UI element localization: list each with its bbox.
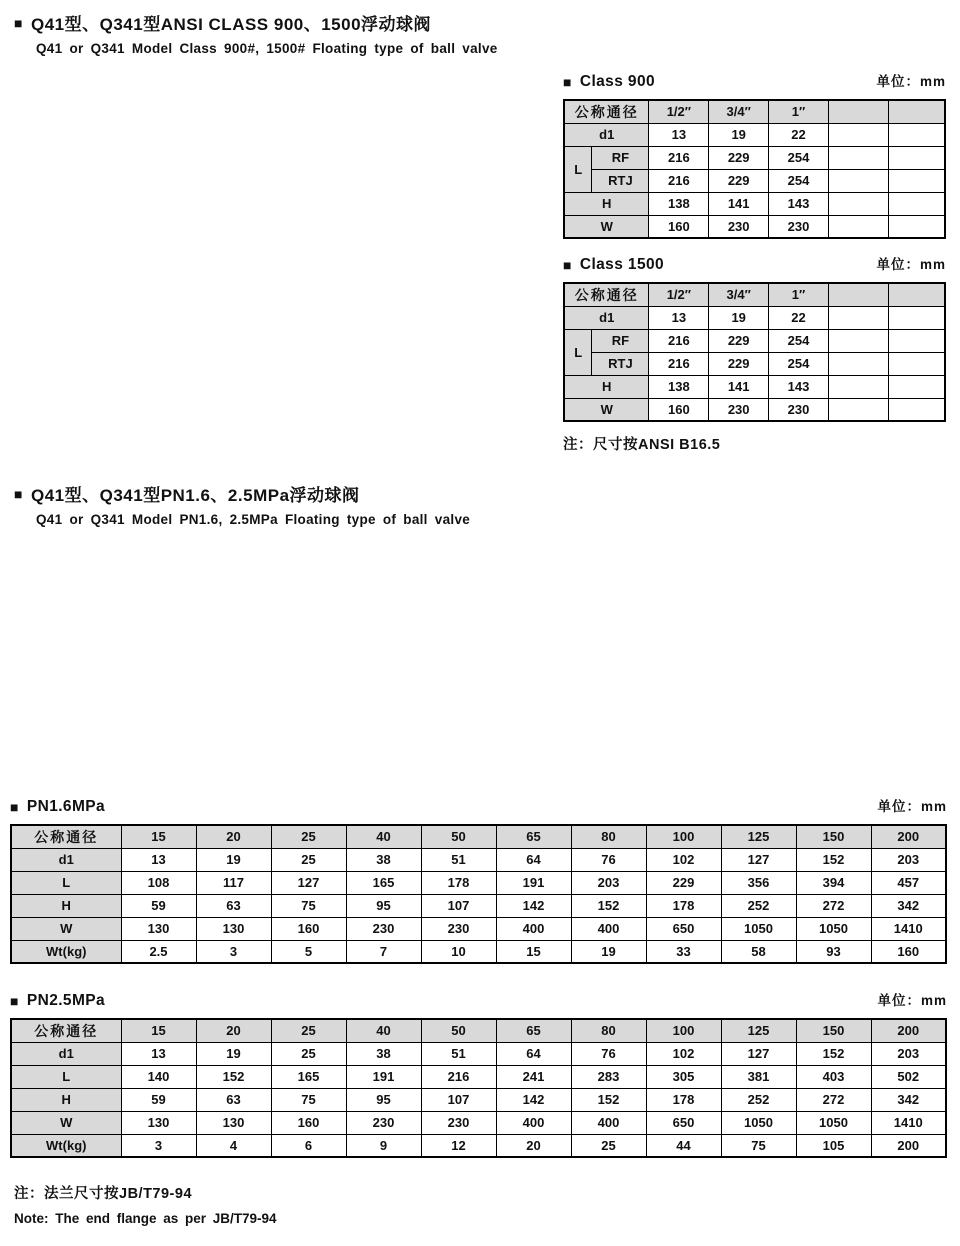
table-cell: 64: [496, 1042, 571, 1065]
column-header: 15: [121, 825, 196, 848]
row-group-label: L: [564, 146, 592, 192]
row-label: L: [11, 871, 121, 894]
table-cell: 216: [649, 146, 709, 169]
table-cell: 152: [796, 1042, 871, 1065]
ansi-tables-column: [563, 72, 946, 454]
class-1500-table: [563, 282, 946, 422]
class-1500-caption: [563, 255, 946, 275]
ansi-section-title-cn: Q41型、Q341型ANSI CLASS 900、1500浮动球阀: [30, 15, 432, 34]
table-cell: 160: [271, 917, 346, 940]
row-label: Wt(kg): [11, 1134, 121, 1157]
table-cell: 19: [571, 940, 646, 963]
table-cell: 58: [721, 940, 796, 963]
pn25-table: [10, 1018, 947, 1158]
table-cell: 230: [709, 398, 769, 421]
table-cell: 400: [496, 917, 571, 940]
table-cell: 9: [346, 1134, 421, 1157]
table-cell: 272: [796, 1088, 871, 1111]
table-cell: [828, 169, 888, 192]
column-header: 1/2″: [649, 283, 709, 306]
column-header: 40: [346, 825, 421, 848]
table-cell: 13: [121, 1042, 196, 1065]
column-header: 20: [196, 1019, 271, 1042]
table-cell: 178: [646, 894, 721, 917]
column-header: 100: [646, 825, 721, 848]
column-header: 40: [346, 1019, 421, 1042]
row-label: L: [11, 1065, 121, 1088]
table-cell: 117: [196, 871, 271, 894]
table-cell: 63: [196, 1088, 271, 1111]
table-cell: 229: [709, 329, 769, 352]
column-header: 50: [421, 825, 496, 848]
table-cell: 13: [121, 848, 196, 871]
table-cell: [828, 329, 888, 352]
ansi-note: 注：尺寸按ANSI B16.5: [563, 437, 721, 453]
table-cell: 229: [709, 169, 769, 192]
table-cell: 241: [496, 1065, 571, 1088]
section-heading-ansi: [14, 10, 498, 56]
bullet-square-icon: ■: [563, 257, 572, 273]
table-cell: 650: [646, 1111, 721, 1134]
pn-section-title-en: Q41 or Q341 Model PN1.6, 2.5MPa Floating type of ball valve: [36, 512, 471, 527]
table-cell: 252: [721, 894, 796, 917]
row-label: RTJ: [592, 169, 649, 192]
table-cell: 75: [271, 894, 346, 917]
table-cell: 381: [721, 1065, 796, 1088]
table-cell: 127: [271, 871, 346, 894]
column-header: 80: [571, 1019, 646, 1042]
table-cell: [828, 192, 888, 215]
table-corner-label: 公称通径: [11, 1019, 121, 1042]
column-header: 80: [571, 825, 646, 848]
table-cell: 38: [346, 1042, 421, 1065]
table-cell: 20: [496, 1134, 571, 1157]
table-cell: 229: [646, 871, 721, 894]
table-cell: 230: [346, 917, 421, 940]
table-cell: 252: [721, 1088, 796, 1111]
row-label: W: [11, 1111, 121, 1134]
table-cell: 127: [721, 1042, 796, 1065]
bottom-notes: [14, 1182, 277, 1226]
table-cell: 1050: [721, 1111, 796, 1134]
table-cell: 75: [271, 1088, 346, 1111]
table-cell: 130: [196, 917, 271, 940]
column-header: [828, 100, 888, 123]
column-header: [888, 100, 945, 123]
table-cell: 152: [196, 1065, 271, 1088]
column-header: 3/4″: [709, 283, 769, 306]
table-corner-label: 公称通径: [564, 100, 649, 123]
pn16-title: PN1.6MPa: [26, 798, 106, 815]
ansi-section-title-en: Q41 or Q341 Model Class 900#, 1500# Floating type of ball valve: [36, 41, 498, 56]
table-cell: [828, 146, 888, 169]
table-cell: 229: [709, 146, 769, 169]
table-cell: [888, 375, 945, 398]
table-cell: 1410: [871, 917, 946, 940]
table-cell: [828, 215, 888, 238]
pn25-caption: [10, 991, 947, 1011]
pn25-unit-label: 单位：mm: [877, 993, 947, 1008]
table-cell: 130: [196, 1111, 271, 1134]
column-header: 50: [421, 1019, 496, 1042]
column-header: 1″: [769, 283, 829, 306]
table-cell: 403: [796, 1065, 871, 1088]
table-cell: 203: [571, 871, 646, 894]
column-header: 65: [496, 1019, 571, 1042]
table-cell: 160: [649, 215, 709, 238]
table-cell: 203: [871, 848, 946, 871]
table-cell: 272: [796, 894, 871, 917]
table-cell: 12: [421, 1134, 496, 1157]
row-label: Wt(kg): [11, 940, 121, 963]
table-cell: 305: [646, 1065, 721, 1088]
column-header: [888, 283, 945, 306]
row-label: W: [11, 917, 121, 940]
table-cell: 107: [421, 894, 496, 917]
table-cell: 216: [421, 1065, 496, 1088]
table-cell: 107: [421, 1088, 496, 1111]
row-label: RF: [592, 329, 649, 352]
table-cell: 108: [121, 871, 196, 894]
column-header: 200: [871, 1019, 946, 1042]
table-cell: 93: [796, 940, 871, 963]
row-label: RTJ: [592, 352, 649, 375]
table-cell: 76: [571, 848, 646, 871]
table-cell: 191: [496, 871, 571, 894]
table-cell: 15: [496, 940, 571, 963]
table-cell: 51: [421, 848, 496, 871]
table-cell: 63: [196, 894, 271, 917]
table-cell: 51: [421, 1042, 496, 1065]
table-cell: 3: [121, 1134, 196, 1157]
table-cell: 19: [709, 306, 769, 329]
table-cell: 102: [646, 848, 721, 871]
table-cell: [888, 146, 945, 169]
table-cell: 200: [871, 1134, 946, 1157]
table-cell: 105: [796, 1134, 871, 1157]
table-cell: 216: [649, 169, 709, 192]
column-header: 25: [271, 825, 346, 848]
table-cell: 650: [646, 917, 721, 940]
table-cell: 25: [271, 848, 346, 871]
table-cell: 142: [496, 1088, 571, 1111]
row-label: H: [11, 1088, 121, 1111]
pn25-section: [10, 991, 947, 1158]
table-cell: 254: [769, 146, 829, 169]
table-cell: 22: [769, 306, 829, 329]
column-header: 125: [721, 1019, 796, 1042]
table-corner-label: 公称通径: [564, 283, 649, 306]
table-cell: 1050: [796, 1111, 871, 1134]
row-label: d1: [564, 123, 649, 146]
table-cell: [828, 306, 888, 329]
table-cell: 19: [196, 848, 271, 871]
table-cell: 230: [421, 1111, 496, 1134]
table-cell: 19: [709, 123, 769, 146]
table-cell: 130: [121, 1111, 196, 1134]
table-cell: 95: [346, 894, 421, 917]
table-cell: 342: [871, 1088, 946, 1111]
bullet-square-icon: ■: [10, 993, 19, 1009]
table-cell: 102: [646, 1042, 721, 1065]
table-cell: 6: [271, 1134, 346, 1157]
class-900-table: [563, 99, 946, 239]
table-cell: [888, 123, 945, 146]
table-cell: 165: [271, 1065, 346, 1088]
table-cell: 229: [709, 352, 769, 375]
row-label: RF: [592, 146, 649, 169]
table-cell: 1050: [796, 917, 871, 940]
table-cell: 143: [769, 192, 829, 215]
table-cell: 38: [346, 848, 421, 871]
table-cell: [888, 169, 945, 192]
pn16-caption: [10, 797, 947, 817]
row-label: W: [564, 398, 649, 421]
column-header: 1/2″: [649, 100, 709, 123]
row-label: W: [564, 215, 649, 238]
table-cell: 216: [649, 352, 709, 375]
row-group-label: L: [564, 329, 592, 375]
table-cell: 342: [871, 894, 946, 917]
table-cell: 138: [649, 375, 709, 398]
table-cell: 59: [121, 894, 196, 917]
table-cell: [828, 398, 888, 421]
table-cell: 216: [649, 329, 709, 352]
table-cell: 4: [196, 1134, 271, 1157]
table-cell: 152: [571, 894, 646, 917]
class-900-title: Class 900: [579, 73, 655, 90]
column-header: [828, 283, 888, 306]
class-1500-unit-label: 单位：mm: [876, 257, 946, 272]
table-cell: 19: [196, 1042, 271, 1065]
table-cell: 152: [571, 1088, 646, 1111]
table-cell: [888, 329, 945, 352]
table-cell: 356: [721, 871, 796, 894]
bullet-square-icon: ■: [10, 799, 19, 815]
table-cell: 59: [121, 1088, 196, 1111]
pn16-unit-label: 单位：mm: [877, 799, 947, 814]
table-cell: [888, 306, 945, 329]
pn16-table: [10, 824, 947, 964]
table-cell: 1410: [871, 1111, 946, 1134]
table-cell: 502: [871, 1065, 946, 1088]
bullet-square-icon: ■: [563, 74, 572, 90]
table-cell: 152: [796, 848, 871, 871]
section-heading-pn: [14, 481, 470, 527]
table-cell: [828, 123, 888, 146]
table-cell: 254: [769, 169, 829, 192]
table-cell: 64: [496, 848, 571, 871]
table-cell: 160: [271, 1111, 346, 1134]
table-cell: 165: [346, 871, 421, 894]
table-cell: 230: [346, 1111, 421, 1134]
table-cell: 230: [709, 215, 769, 238]
table-corner-label: 公称通径: [11, 825, 121, 848]
row-label: d1: [11, 848, 121, 871]
column-header: 3/4″: [709, 100, 769, 123]
bottom-note-cn: 注：法兰尺寸按JB/T79-94: [14, 1186, 193, 1202]
table-cell: 130: [121, 917, 196, 940]
table-cell: 191: [346, 1065, 421, 1088]
table-cell: 230: [769, 215, 829, 238]
table-cell: 160: [649, 398, 709, 421]
table-cell: 394: [796, 871, 871, 894]
table-cell: 2.5: [121, 940, 196, 963]
table-cell: 13: [649, 306, 709, 329]
column-header: 125: [721, 825, 796, 848]
table-cell: 254: [769, 329, 829, 352]
table-cell: 400: [571, 917, 646, 940]
table-cell: 13: [649, 123, 709, 146]
table-cell: 127: [721, 848, 796, 871]
table-cell: 160: [871, 940, 946, 963]
table-cell: 1050: [721, 917, 796, 940]
column-header: 25: [271, 1019, 346, 1042]
table-cell: 25: [571, 1134, 646, 1157]
table-cell: 138: [649, 192, 709, 215]
class-900-unit-label: 单位：mm: [876, 74, 946, 89]
table-cell: 95: [346, 1088, 421, 1111]
table-cell: 400: [571, 1111, 646, 1134]
table-cell: 254: [769, 352, 829, 375]
table-cell: [888, 352, 945, 375]
table-cell: 203: [871, 1042, 946, 1065]
row-label: H: [564, 375, 649, 398]
pn25-title: PN2.5MPa: [26, 992, 106, 1009]
table-cell: 400: [496, 1111, 571, 1134]
column-header: 1″: [769, 100, 829, 123]
class-1500-title: Class 1500: [579, 256, 665, 273]
table-cell: 141: [709, 375, 769, 398]
table-cell: 178: [421, 871, 496, 894]
table-cell: 75: [721, 1134, 796, 1157]
pn16-section: [10, 797, 947, 964]
table-cell: 25: [271, 1042, 346, 1065]
table-cell: [888, 398, 945, 421]
table-cell: [828, 375, 888, 398]
table-cell: 230: [421, 917, 496, 940]
column-header: 100: [646, 1019, 721, 1042]
table-cell: [828, 352, 888, 375]
class-900-caption: [563, 72, 946, 92]
table-cell: 143: [769, 375, 829, 398]
table-cell: 5: [271, 940, 346, 963]
table-cell: 76: [571, 1042, 646, 1065]
bullet-square-icon: ■: [14, 485, 23, 502]
bottom-note-en: Note: The end flange as per JB/T79-94: [14, 1211, 277, 1226]
table-cell: 457: [871, 871, 946, 894]
column-header: 150: [796, 825, 871, 848]
column-header: 20: [196, 825, 271, 848]
column-header: 65: [496, 825, 571, 848]
column-header: 200: [871, 825, 946, 848]
table-cell: 141: [709, 192, 769, 215]
table-cell: 283: [571, 1065, 646, 1088]
table-cell: 178: [646, 1088, 721, 1111]
column-header: 150: [796, 1019, 871, 1042]
table-cell: 44: [646, 1134, 721, 1157]
table-cell: 22: [769, 123, 829, 146]
table-cell: [888, 215, 945, 238]
table-cell: 33: [646, 940, 721, 963]
pn-section-title-cn: Q41型、Q341型PN1.6、2.5MPa浮动球阀: [30, 486, 360, 505]
column-header: 15: [121, 1019, 196, 1042]
table-cell: 7: [346, 940, 421, 963]
row-label: H: [11, 894, 121, 917]
table-cell: [888, 192, 945, 215]
row-label: d1: [11, 1042, 121, 1065]
row-label: d1: [564, 306, 649, 329]
table-cell: 140: [121, 1065, 196, 1088]
table-cell: 3: [196, 940, 271, 963]
bullet-square-icon: ■: [14, 14, 23, 31]
table-cell: 230: [769, 398, 829, 421]
table-cell: 142: [496, 894, 571, 917]
table-cell: 10: [421, 940, 496, 963]
row-label: H: [564, 192, 649, 215]
